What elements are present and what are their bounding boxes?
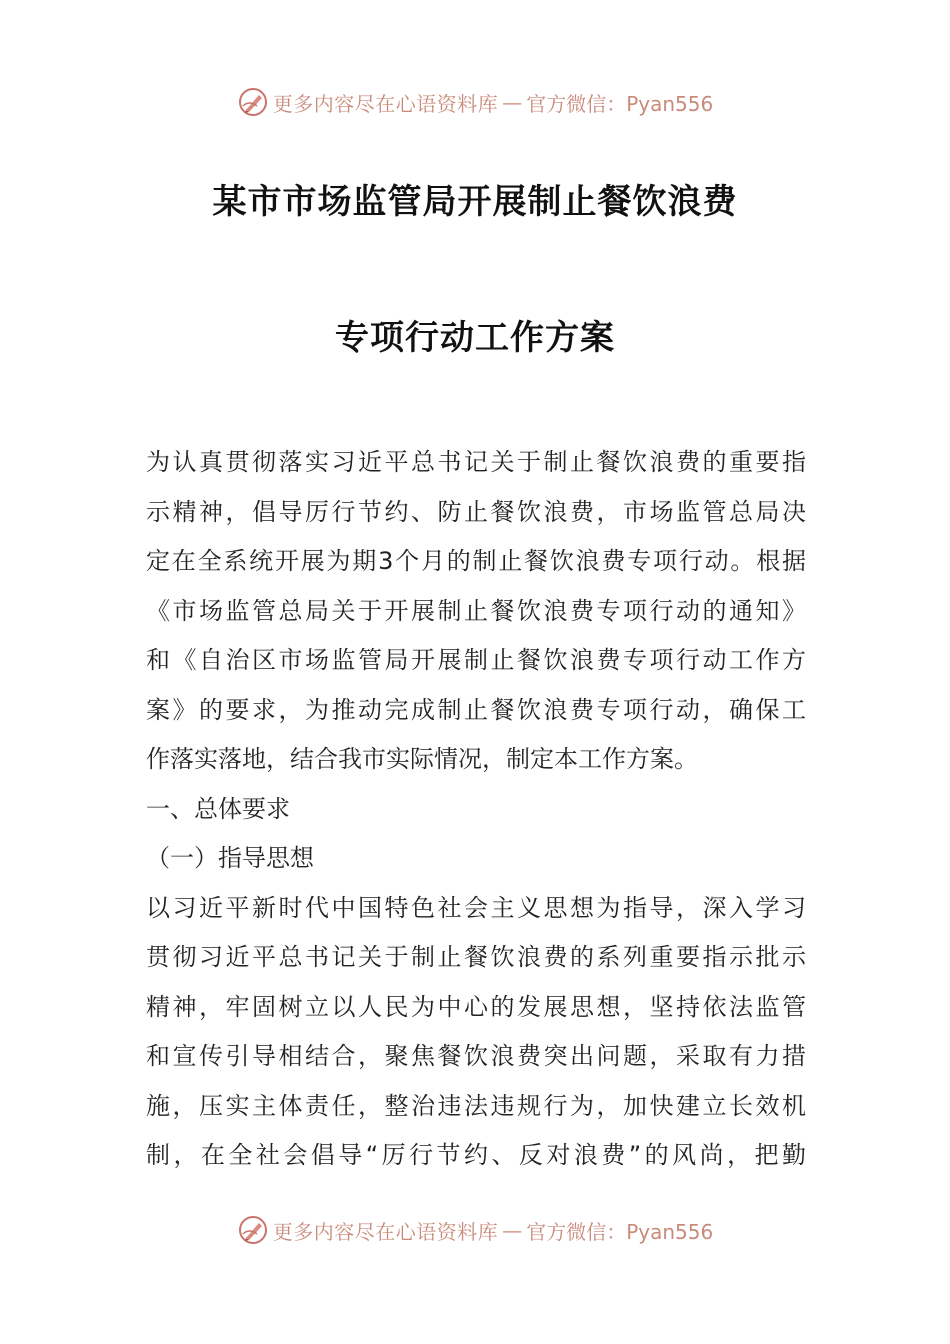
watermark-wechat: 官方微信：Pyan556: [526, 1219, 714, 1244]
pen-logo-icon: [237, 1214, 269, 1246]
watermark-header: [0, 82, 950, 122]
document-body: [146, 438, 806, 1181]
watermark-separator: —: [502, 1218, 523, 1242]
body-line: 制，在全社会倡导“厉行节约、反对浪费”的风尚，把勤: [146, 1141, 806, 1169]
body-line: 和宣传引导相结合，聚焦餐饮浪费突出问题，采取有力措: [146, 1042, 806, 1070]
section-heading: 一、总体要求: [146, 794, 290, 823]
watermark-separator: —: [502, 90, 523, 114]
document-title-line-2: 专项行动工作方案: [335, 318, 615, 358]
body-line: 示精神，倡导厉行节约、防止餐饮浪费，市场监管总局决: [146, 497, 806, 526]
body-line: 贯彻习近平总书记关于制止餐饮浪费的系列重要指示批示: [146, 943, 806, 971]
body-line: 施，压实主体责任，整治违法违规行为，加快建立长效机: [146, 1091, 806, 1120]
body-line: 案》的要求，为推动完成制止餐饮浪费专项行动，确保工: [146, 695, 806, 724]
body-line: 为认真贯彻落实习近平总书记关于制止餐饮浪费的重要指: [146, 448, 806, 476]
subsection-heading: （一）指导思想: [146, 844, 314, 872]
watermark-footer: [0, 1210, 950, 1250]
body-line: 作落实落地，结合我市实际情况，制定本工作方案。: [146, 745, 698, 773]
watermark-text: 更多内容尽在心语资料库: [272, 91, 499, 116]
watermark-text: 更多内容尽在心语资料库: [272, 1219, 499, 1244]
body-line: 精神，牢固树立以人民为中心的发展思想，坚持依法监管: [146, 992, 806, 1021]
body-line: 和《自治区市场监管局开展制止餐饮浪费专项行动工作方: [146, 646, 806, 674]
document-title-line-1: 某市市场监管局开展制止餐饮浪费: [212, 182, 738, 222]
body-line: 定在全系统开展为期3个月的制止餐饮浪费专项行动。根据: [146, 547, 806, 575]
body-line: 《市场监管总局关于开展制止餐饮浪费专项行动的通知》: [146, 596, 806, 625]
watermark-wechat: 官方微信：Pyan556: [526, 91, 714, 116]
pen-logo-icon: [237, 86, 269, 118]
body-line: 以习近平新时代中国特色社会主义思想为指导，深入学习: [146, 893, 806, 922]
